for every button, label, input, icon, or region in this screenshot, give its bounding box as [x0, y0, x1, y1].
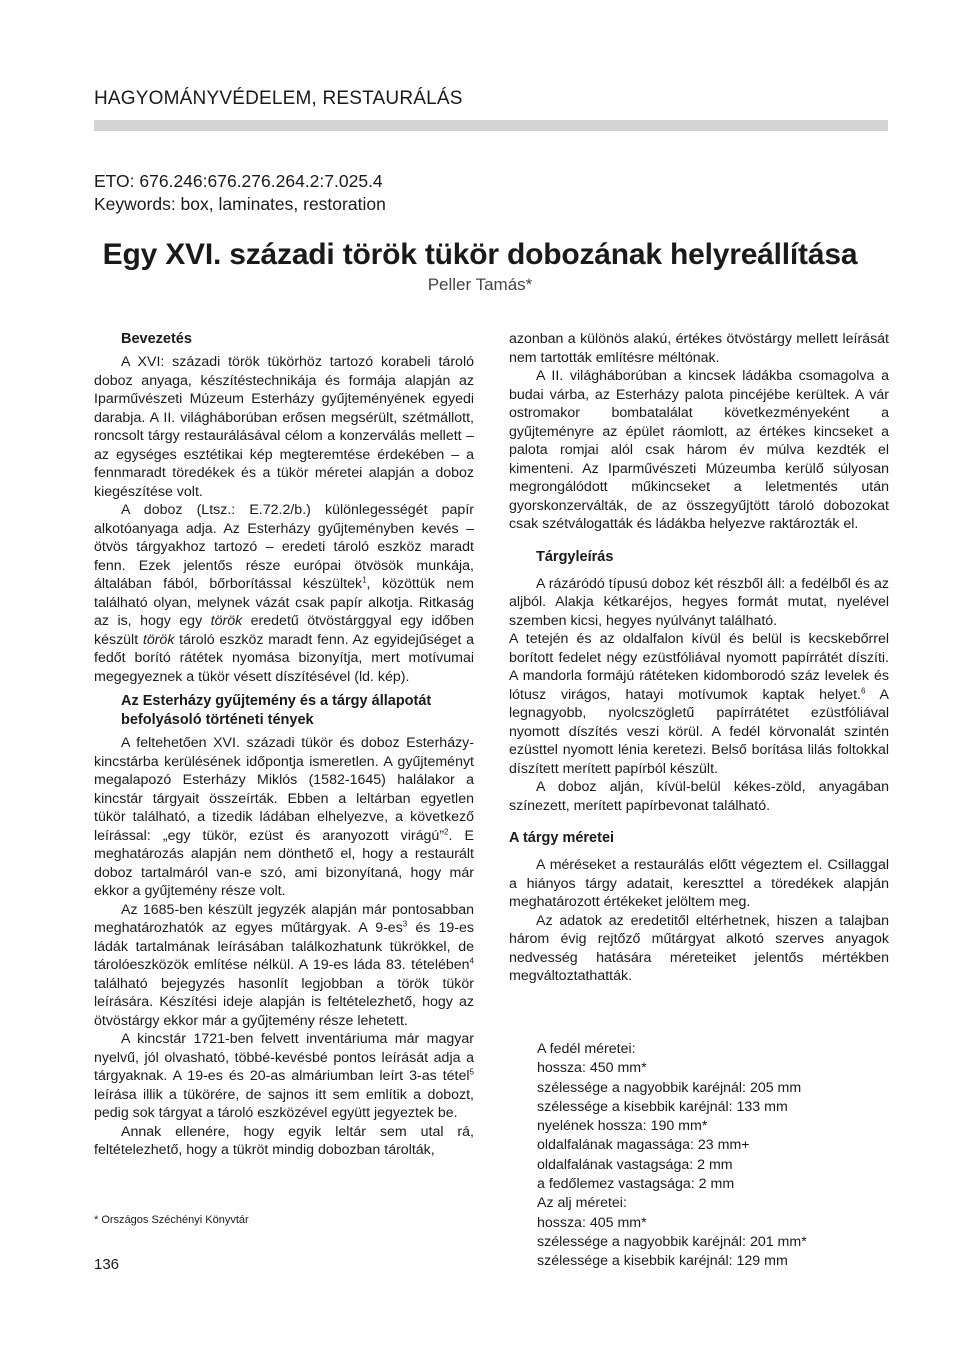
dimension-line: A fedél méretei:	[537, 1041, 636, 1057]
paragraph: A doboz alján, kívül-belül kékes-zöld, anyagában színezett, merített papírbevonat található.	[509, 779, 889, 814]
paragraph: Annak ellenére, hogy egyik leltár sem utal rá, feltételezhető, hogy a tükröt mindig dobozban tárolták,	[94, 1123, 474, 1158]
paragraph: A II. világháborúban a kincsek ládákba csomagolva a budai várba, az Esterházy palota pincéjébe kerültek. A vár ostromakor bombatalálat következményeként a gyűjteményre az épület ráomlott, az értékes kincseket a palota romjai alól csak három év múlva kezdték el kimenteni. Az Iparművészeti Múzeumba kerülő súlyosan megrongálódott műkincseket a leletmentés után gyorskonzerválták, de az összegyűjtött tároló dobozokat csak szétválogatták és ládákba helyezve raktározták el.	[509, 368, 889, 532]
article-author: Peller Tamás*	[427, 275, 533, 294]
footnote-ref: 4	[469, 956, 474, 966]
heading-introduction: Bevezetés	[121, 331, 192, 347]
dimension-line: oldalfalának magassága: 23 mm+	[537, 1137, 750, 1154]
paragraph: Az 1685-ben készült jegyzék alapján már pontosabban meghatározhatók az egyes műtárgyak. A $9-es^3$ és 19-es ládák tartalmának leírásában találkozhatunk tükrökkel, de tárolóeszközök említése nélkül. A 19-es láda 83. tételében$^4$ található bejegyzés hasonlít legjobban a török tükör leírására. Készítési ideje alapján is feltételezhető, hogy az ötvöstárgy ekkor már a gyűjtemény része lehetett.	[94, 901, 474, 1029]
dimension-line: szélessége a kisebbik karéjnál: 129 mm	[537, 1253, 788, 1270]
page-number: 136	[94, 1256, 120, 1273]
right-column	[509, 330, 889, 986]
article-title: Egy XVI. századi török tükör dobozának helyreállítása	[102, 238, 858, 271]
author-footnote: * Országos Széchényi Könyvtár	[94, 1214, 249, 1226]
paragraph: A rázáródó típusú doboz két részből áll: a fedélből és az aljból. Alakja kétkaréjos, hegyes formát mutat, nyelével szemben kicsi, hegyes nyúlványt található.	[509, 575, 889, 629]
footnote-ref: 1	[362, 575, 367, 585]
footnote-ref: 3	[402, 919, 408, 929]
footnote-ref: 2	[444, 826, 449, 836]
paragraph: A tetején és az oldalfalon kívül és belül is kecskebőrrel borított fedelet négy ezüstfóliával nyomott papírrátét díszíti. A mandorla formájú rátéteken kidomborodó száz levelek és lótusz virágos, hatayi motívumok kaptak helyet.$^6$ A legnagyobb, nyolcszögletű papírrátétet ezüstfóliával nyomott díszítés veszi körül. A fedél körvonalát szintén ezüsttel nyomott lénia keretezi. Belső borítása lilás foltokkal díszített merített papírból készült.	[509, 631, 889, 777]
section-header: HAGYOMÁNYVÉDELEM, RESTAURÁLÁS	[94, 88, 463, 109]
paragraph: A XVI: századi török tükörhöz tartozó korabeli tároló doboz anyaga, készítéstechnikája és formája alapján az Iparművészeti Múzeum Esterházy gyűjteményének egyedi darabja. A II. világháborúban erősen megsérült, szétmállott, roncsolt tárgy restaurálásával célom a konzerválás mellett – az egységes esztétikai kép megteremtése érdekében – a fennmaradt töredékek és a tükör méretei alapján a doboz kiegészítése volt.	[94, 354, 474, 500]
paragraph: A kincstár 1721-ben felvett inventáriuma már magyar nyelvű, jól olvasható, többé-kevésbé pontos leírását adja a tárgyaknak. A 19-es és 20-as almáriumban leírt 3-as tétel$^5$ leírása illik a tükörére, de sajnos itt sem említik a dobozt, pedig sok tárgyat a tároló eszközével együtt jegyeztek be.	[94, 1031, 474, 1121]
footnote-ref: 6	[860, 685, 866, 695]
dimension-line: oldalfalának vastagsága: 2 mm	[537, 1156, 733, 1173]
left-column	[94, 330, 474, 1160]
dimensions-list	[537, 1040, 807, 1272]
paragraph: A feltehetően XVI. századi tükör és doboz Esterházy-kincstárba kerülésének időpontja ismeretlen. A gyűjteményt megalapozó Esterházy Miklós (1582-1645) halálakor a kincstár tárgyait összeírták. Ebben a leltárban egyetlen tükör található, a tizedik ládában elhelyezve, a következő leírással: „egy tükör, ezüst és aranyozott virágú”$^2$. E meghatározás alapján nem dönthető el, hogy a restaurált doboz tartalmáról van-e szó, ami bizonyítaná, hogy már ekkor a gyűjtemény része volt.	[94, 735, 474, 899]
heading-description: Tárgyleírás	[536, 548, 614, 565]
dimension-line: hossza: 450 mm*	[537, 1060, 647, 1077]
dimension-line: nyelének hossza: 190 mm*	[537, 1118, 708, 1135]
dimension-line: szélessége a kisebbik karéjnál: 133 mm	[537, 1098, 788, 1115]
heading-dimensions: A tárgy méretei	[509, 830, 615, 846]
paragraph: azonban a különös alakú, értékes ötvöstárgy mellett leírását nem tartották említésre méltónak.	[509, 331, 889, 366]
footnote-ref: 5	[469, 1067, 474, 1077]
dimension-line: szélessége a nagyobbik karéjnál: 201 mm*	[537, 1233, 807, 1250]
keywords: Keywords: box, laminates, restoration	[94, 194, 386, 214]
heading-history: Az Esterházy gyűjtemény és a tárgy állapotát befolyásoló történeti tények	[121, 693, 432, 728]
dimension-line: szélessége a nagyobbik karéjnál: 205 mm	[537, 1079, 802, 1096]
section-divider	[94, 120, 888, 131]
paragraph: A méréseket a restaurálás előtt végeztem el. Csillaggal a hiányos tárgy adatait, kereszttel a töredékek alapján meghatározott értékeket jelöltem meg.	[509, 857, 889, 910]
dimension-line: hossza: 405 mm*	[537, 1214, 647, 1231]
dimension-line: Az alj méretei:	[537, 1195, 627, 1212]
paragraph: Az adatok az eredetitől eltérhetnek, hiszen a talajban három évig rejtőző műtárgyat alkotó szerves anyagok nedvesség hatására méreteiket jelentős mértékben megváltoztathatták.	[509, 912, 889, 984]
dimension-line: a fedőlemez vastagsága: 2 mm	[537, 1176, 735, 1193]
eto-code: ETO: 676.246:676.276.264.2:7.025.4	[94, 171, 383, 191]
paragraph: A doboz (Ltsz.: E.72.2/b.) különlegességét papír alkotóanyaga adja. Az Esterházy gyűjteményben kevés – ötvös tárgyakhoz tartozó – eredeti tároló eszköz maradt fenn. Ezek jelentős része európai ötvösök munkája, általában fából, bőrborítással készültek$^1$, közöttük nem található olyan, melynek vázát csak papír alkotja. Ritkaság az is, hogy egy török eredetű ötvöstárggyal egy időben készült török tároló eszköz maradt fenn. Az egyidejűséget a fedőt borító rátétek nyomása bizonyítja, mert motívumai megegyeznek a tükör vésett díszítésével (ld. kép).	[94, 502, 474, 685]
